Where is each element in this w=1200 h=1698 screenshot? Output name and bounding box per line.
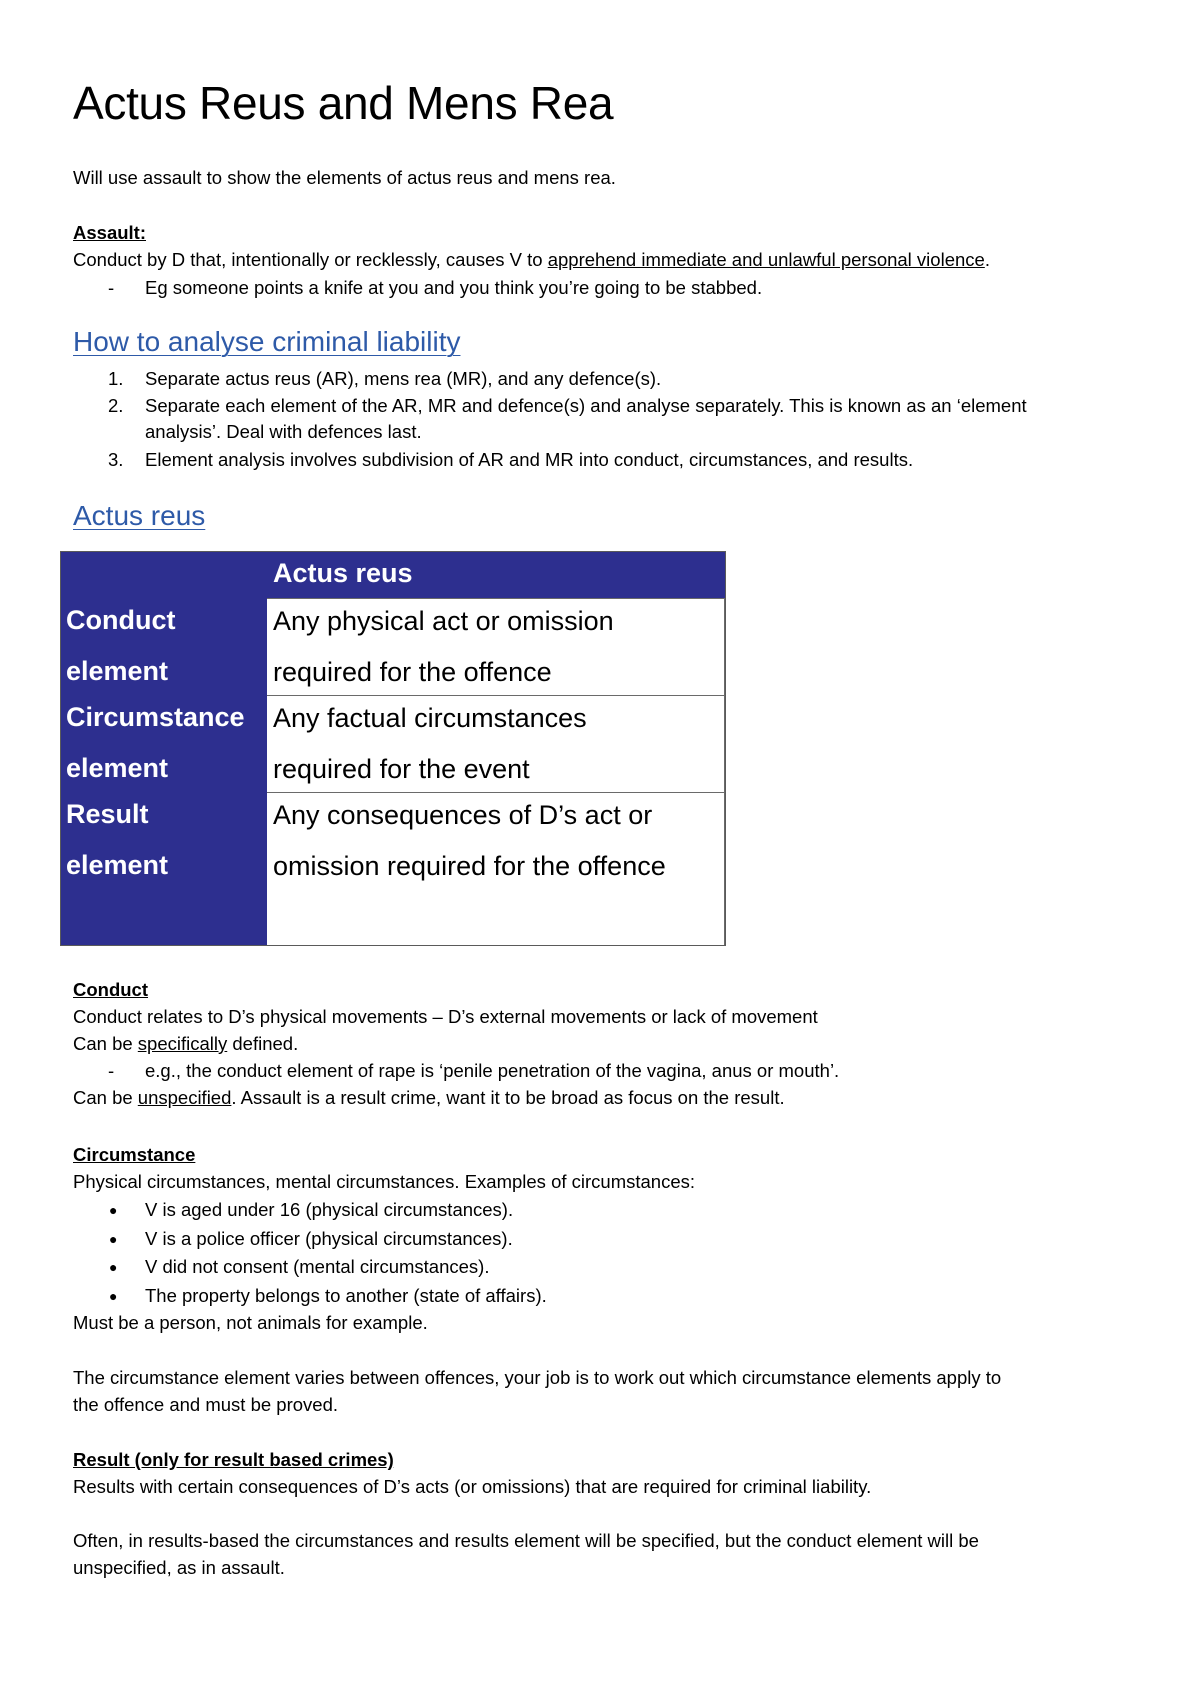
conduct-heading: Conduct — [73, 979, 149, 1000]
cell-text-line: Any consequences of D’s act or — [273, 800, 653, 830]
cell-text-line: Any physical act or omission — [273, 606, 614, 636]
list-item-text: Separate each element of the AR, MR and defence(s) and analyse separately. This is known as an ‘element — [145, 395, 1027, 416]
bullet-text: The property belongs to another (state of affairs). — [145, 1285, 547, 1306]
circumstance-bullet-item — [0, 1255, 1200, 1279]
row-label-element: element — [66, 656, 169, 686]
table-header — [267, 551, 726, 598]
table-cell-result — [267, 792, 725, 946]
assault-def-underlined: apprehend immediate and unlawful personal violence — [547, 249, 985, 270]
text-span: . Assault is a result crime, want it to be broad as focus on the result. — [231, 1087, 785, 1108]
result-paragraph-line-1: Often, in results-based the circumstances and results element will be specified, but the conduct element will be — [73, 1530, 979, 1551]
table-cell-circumstance — [267, 695, 725, 794]
circumstance-after: Must be a person, not animals for example. — [73, 1312, 428, 1333]
bullet-icon: ● — [109, 1288, 118, 1304]
circumstance-intro: Physical circumstances, mental circumstances. Examples of circumstances: — [73, 1171, 696, 1192]
circumstance-bullet-item — [0, 1227, 1200, 1251]
conduct-line-1: Conduct relates to D’s physical movements – D’s external movements or lack of movement — [73, 1006, 818, 1027]
underlined-term: unspecified — [137, 1087, 232, 1108]
list-number: 1. — [108, 368, 124, 389]
bullet-text: V did not consent (mental circumstances). — [145, 1256, 490, 1277]
conduct-example: e.g., the conduct element of rape is ‘penile penetration of the vagina, anus or mouth’. — [145, 1060, 840, 1081]
page-title: Actus Reus and Mens Rea — [73, 77, 614, 129]
result-line-1: Results with certain consequences of D’s acts (or omissions) that are required for criminal liability. — [73, 1476, 872, 1497]
cell-text-line: required for the event — [273, 754, 530, 784]
cell-text-line: omission required for the offence — [273, 851, 666, 881]
row-label-result: Result — [66, 799, 149, 829]
table-cell-conduct — [267, 598, 725, 697]
circumstance-paragraph-line-1: The circumstance element varies between offences, your job is to work out which circumstance elements apply to — [73, 1367, 1002, 1388]
row-label-element: element — [66, 850, 169, 880]
assault-definition — [73, 248, 990, 272]
conduct-line-3 — [73, 1086, 785, 1110]
assault-example-item — [0, 276, 1200, 300]
assault-def-text: Conduct by D that, intentionally or recklessly, causes V to — [73, 249, 548, 270]
dash-marker: - — [108, 1060, 115, 1081]
bullet-icon: ● — [109, 1202, 118, 1218]
cell-text-line: Any factual circumstances — [273, 703, 587, 733]
analyse-heading: How to analyse criminal liability — [73, 326, 461, 357]
bullet-icon: ● — [109, 1259, 118, 1275]
bullet-icon: ● — [109, 1231, 118, 1247]
text-span: defined. — [227, 1033, 299, 1054]
list-number: 3. — [108, 449, 124, 470]
actus-reus-heading: Actus reus — [73, 500, 206, 531]
analyse-item-2-continued: analysis’. Deal with defences last. — [145, 421, 422, 442]
actus-reus-table — [60, 551, 726, 946]
row-label-element: element — [66, 753, 169, 783]
row-label-circumstance: Circumstance — [66, 702, 245, 732]
result-heading: Result (only for result based crimes) — [73, 1449, 394, 1470]
circumstance-bullet-item — [0, 1284, 1200, 1308]
assault-example: Eg someone points a knife at you and you think you’re going to be stabbed. — [145, 277, 763, 298]
circumstance-paragraph-line-2: the offence and must be proved. — [73, 1394, 339, 1415]
assault-def-end: . — [984, 249, 990, 270]
row-label-conduct: Conduct — [66, 605, 176, 635]
underlined-term: specifically — [137, 1033, 228, 1054]
list-item-text: Separate actus reus (AR), mens rea (MR), and any defence(s). — [145, 368, 662, 389]
list-number: 2. — [108, 395, 124, 416]
result-paragraph-line-2: unspecified, as in assault. — [73, 1557, 285, 1578]
circumstance-heading: Circumstance — [73, 1144, 196, 1165]
analyse-item-3 — [0, 448, 1200, 472]
conduct-line-2 — [73, 1032, 298, 1056]
bullet-text: V is aged under 16 (physical circumstances). — [145, 1199, 514, 1220]
text-span: Can be — [73, 1033, 138, 1054]
table-header-label: Actus reus — [273, 558, 413, 588]
cell-text-line: required for the offence — [273, 657, 552, 687]
circumstance-bullet-item — [0, 1198, 1200, 1222]
text-span: Can be — [73, 1087, 138, 1108]
dash-marker: - — [108, 277, 115, 298]
bullet-text: V is a police officer (physical circumstances). — [145, 1228, 513, 1249]
assault-heading: Assault: — [73, 222, 146, 243]
analyse-item-1 — [0, 367, 1200, 391]
intro-text: Will use assault to show the elements of actus reus and mens rea. — [73, 167, 616, 188]
list-item-text: Element analysis involves subdivision of AR and MR into conduct, circumstances, and results. — [145, 449, 914, 470]
conduct-example-item — [0, 1059, 1200, 1083]
analyse-item-2 — [0, 394, 1200, 418]
